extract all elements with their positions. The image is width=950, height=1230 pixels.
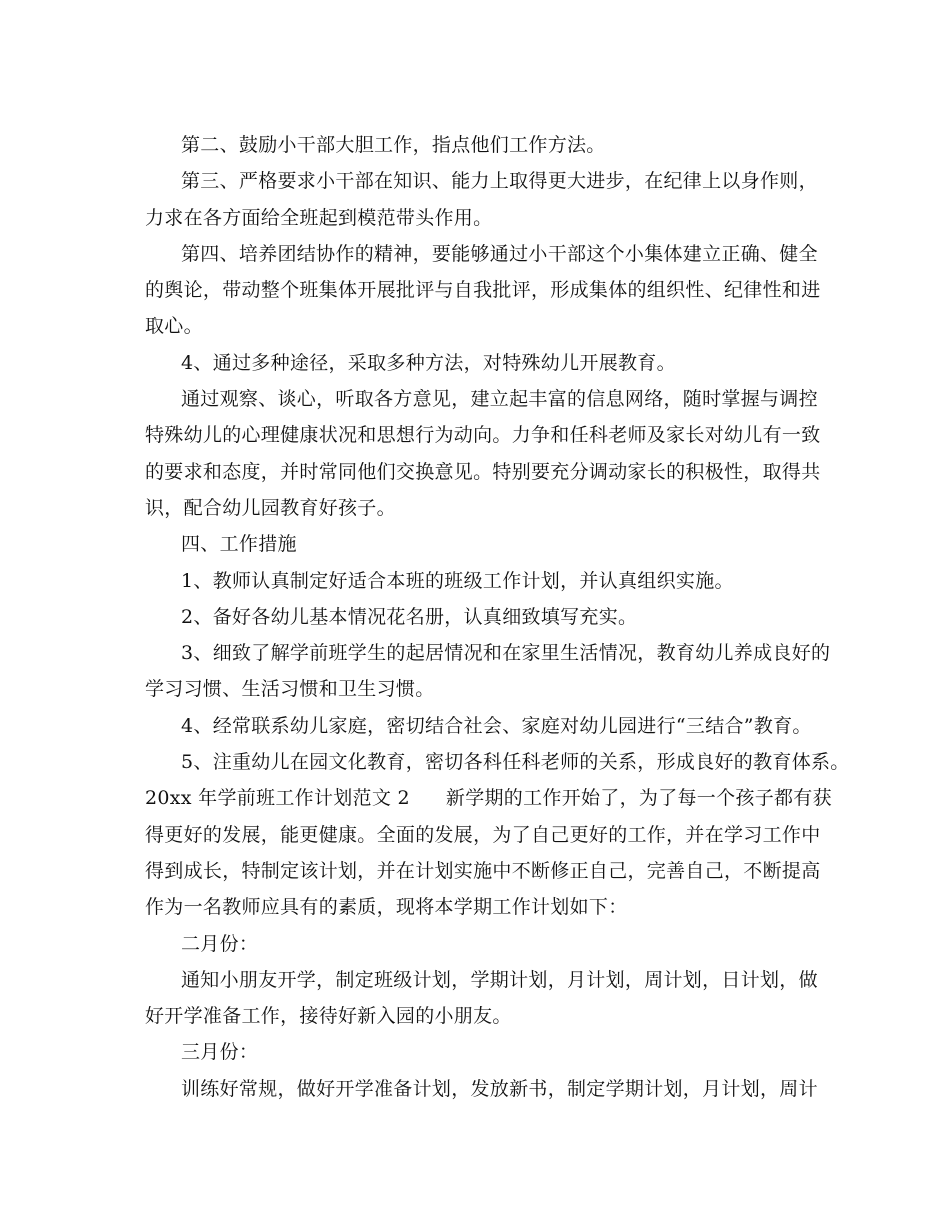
paragraph-line: 特殊幼儿的心理健康状况和思想行为动向。力争和任科老师及家长对幼儿有一致 xyxy=(145,424,821,447)
paragraph-line: 4、经常联系幼儿家庭，密切结合社会、家庭对幼儿园进行“三结合”教育。 xyxy=(181,714,812,737)
paragraph-line: 1、教师认真制定好适合本班的班级工作计划，并认真组织实施。 xyxy=(181,569,734,592)
paragraph-line: 识，配合幼儿园教育好孩子。 xyxy=(145,496,396,519)
paragraph-line: 力求在各方面给全班起到模范带头作用。 xyxy=(145,206,493,229)
paragraph-line: 通知小朋友开学，制定班级计划，学期计划，月计划，周计划，日计划，做 xyxy=(181,968,818,991)
article-title: 20xx 年学前班工作计划范文 2 xyxy=(145,787,410,810)
paragraph-line: 好开学准备工作，接待好新入园的小朋友。 xyxy=(145,1005,512,1028)
paragraph-line: 训练好常规，做好开学准备计划，发放新书，制定学期计划，月计划，周计 xyxy=(181,1077,818,1100)
paragraph-line: 3、细致了解学前班学生的起居情况和在家里生活情况，教育幼儿养成良好的 xyxy=(181,642,831,665)
paragraph-line: 取心。 xyxy=(145,315,203,338)
month-heading: 三月份： xyxy=(181,1041,259,1064)
paragraph-line: 学习习惯、生活习惯和卫生习惯。 xyxy=(145,678,435,701)
month-heading: 二月份： xyxy=(181,932,259,955)
paragraph-line: 第四、培养团结协作的精神，要能够通过小干部这个小集体建立正确、健全 xyxy=(181,242,818,265)
paragraph-line: 的要求和态度，并时常同他们交换意见。特别要充分调动家长的积极性，取得共 xyxy=(145,460,821,483)
paragraph-line: 得更好的发展，能更健康。全面的发展，为了自己更好的工作，并在学习工作中 xyxy=(145,823,821,846)
paragraph-line: 得到成长，特制定该计划，并在计划实施中不断修正自己，完善自己，不断提高 xyxy=(145,859,821,882)
paragraph-line: 4、通过多种途径，采取多种方法，对特殊幼儿开展教育。 xyxy=(181,351,676,374)
paragraph-line: 5、注重幼儿在园文化教育，密切各科任科老师的关系，形成良好的教育体系。 xyxy=(181,751,850,774)
paragraph-line: 的舆论，带动整个班集体开展批评与自我批评，形成集体的组织性、纪律性和进 xyxy=(145,279,821,302)
paragraph-line: 作为一名教师应具有的素质，现将本学期工作计划如下： xyxy=(145,896,628,919)
paragraph-line: 通过观察、谈心，听取各方意见，建立起丰富的信息网络，随时掌握与调控 xyxy=(181,388,818,411)
paragraph-line: 2、备好各幼儿基本情况花名册，认真细致填写充实。 xyxy=(181,605,638,628)
document-body xyxy=(145,127,850,1107)
article-title-line xyxy=(145,780,832,816)
paragraph-line: 第二、鼓励小干部大胆工作，指点他们工作方法。 xyxy=(181,134,606,156)
paragraph-text: 新学期的工作开始了，为了每一个孩子都有获 xyxy=(445,787,832,810)
section-heading: 四、工作措施 xyxy=(181,533,297,556)
paragraph-line: 第三、严格要求小干部在知识、能力上取得更大进步，在纪律上以身作则， xyxy=(181,170,818,193)
